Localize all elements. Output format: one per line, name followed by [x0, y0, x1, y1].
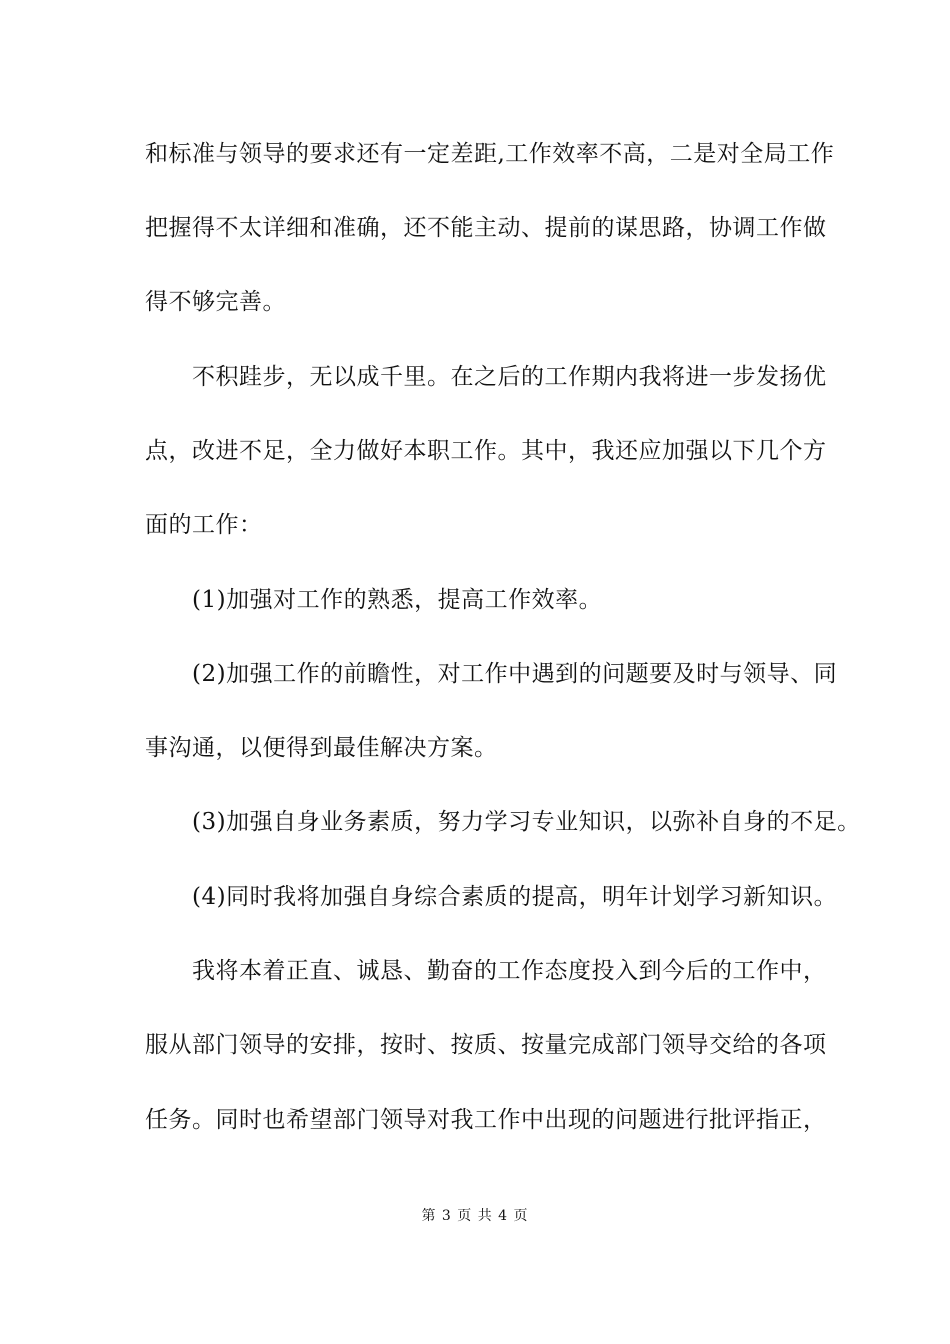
list-item: (1)加强对工作的熟悉，提高工作效率。 [192, 587, 603, 613]
paragraph-line: 和标准与领导的要求还有一定差距,工作效率不高，二是对全局工作 [145, 141, 835, 167]
paragraph-line: 点，改进不足，全力做好本职工作。其中，我还应加强以下几个方 [145, 438, 827, 464]
list-item: (3)加强自身业务素质，努力学习专业知识，以弥补自身的不足。 [192, 809, 861, 835]
paragraph-line: 我将本着正直、诚恳、勤奋的工作态度投入到今后的工作中， [192, 958, 827, 984]
page-number-footer [0, 1206, 950, 1226]
list-item: (2)加强工作的前瞻性，对工作中遇到的问题要及时与领导、同 [192, 661, 838, 687]
paragraph-line: 事沟通，以便得到最佳解决方案。 [145, 735, 498, 761]
paragraph-line: 面的工作： [145, 512, 263, 538]
paragraph-line: 不积跬步，无以成千里。在之后的工作期内我将进一步发扬优 [192, 364, 827, 390]
paragraph-line: 把握得不太详细和准确，还不能主动、提前的谋思路，协调工作做 [145, 215, 827, 241]
paragraph-line: 得不够完善。 [145, 289, 286, 315]
paragraph-line: 任务。同时也希望部门领导对我工作中出现的问题进行批评指正， [145, 1107, 827, 1133]
paragraph-line: 服从部门领导的安排，按时、按质、按量完成部门领导交给的各项 [145, 1032, 827, 1058]
list-item: (4)同时我将加强自身综合素质的提高，明年计划学习新知识。 [192, 884, 838, 910]
page-number: 第 3 页 共 4 页 [421, 1208, 529, 1224]
